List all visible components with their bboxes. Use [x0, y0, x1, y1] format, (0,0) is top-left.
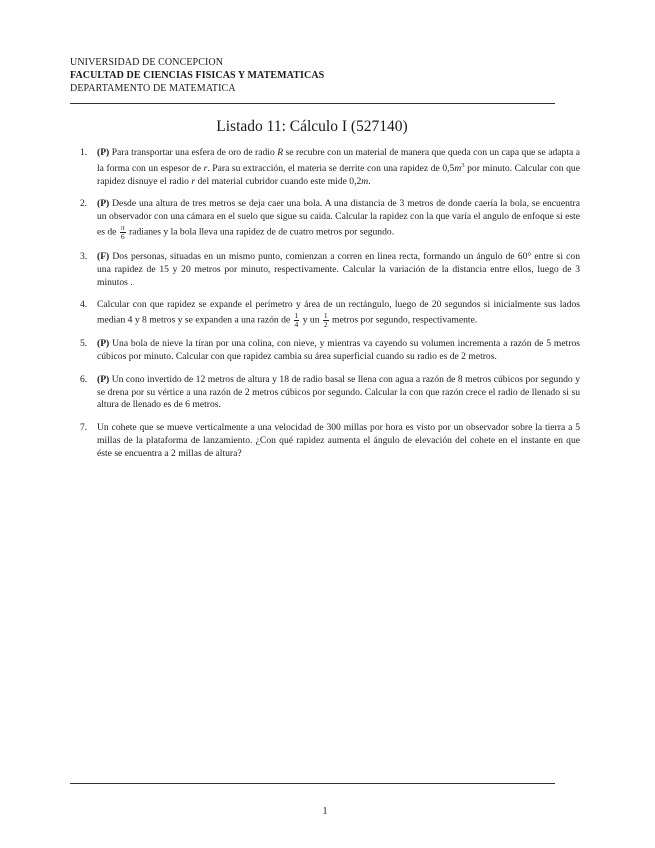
problem-number: 6.	[80, 373, 88, 385]
problem-7: 7. Un cohete que se mueve verticalmente a una velocidad de 300 millas por hora es visto por un observador sobre la tierra a 5 millas de la plataforma de lanzamiento. ¿Con qué rapidez aumenta el ángulo de elevación del cohete en el instante en que éste se encuentra a 2 millas de altura?	[80, 421, 580, 459]
header-divider	[70, 103, 555, 104]
problem-tag: (P)	[97, 198, 110, 210]
problem-tag: (P)	[97, 373, 110, 385]
faculty-name: FACULTAD DE CIENCIAS FISICAS Y MATEMATICAS	[70, 70, 325, 81]
problem-3: 3. (F) Dos personas, situadas en un mismo punto, comienzan a corren en linea recta, formando un ángulo de 60° entre si con una rapidez de 15 y 20 metros por minuto, respectivamente. Calcular la variación de la distancia entre ellos, luego de 3 minutos .	[80, 250, 580, 288]
problem-6: 6. (P) Un cono invertido de 12 metros de altura y 18 de radio basal se llena con agua a razón de 8 metros cúbicos por segundo y se drena por su vértice a una razón de 2 metros cúbicos por segundo. Calcular la con que razón crece el radio de llenado si su altura de llenado es de 6 metros.	[80, 373, 580, 411]
university-name: UNIVERSIDAD DE CONCEPCION	[70, 57, 224, 68]
problem-1: 1. (P) Para transportar una esfera de oro de radio R se recubre con un material de manera que queda con un capa que se adapta a la forma con un espesor de r. Para su extracción, el materia se derrite con una rapidez de $0,5m^3$ por minuto. Calcular con que rapidez disnuye el radio r del material cubridor cuando este mide 0,2m.	[80, 147, 580, 187]
problem-tag: (F)	[97, 250, 110, 262]
page-title: Listado 11: Cálculo I (527140)	[216, 118, 408, 135]
problem-list	[70, 147, 580, 470]
problem-5: 5. (P) Una bola de nieve la tíran por una colina, con nieve, y mientras va cayendo su volumen incrementa a razón de 5 metros cúbicos por minuto. Calcular con que rapidez cambia su área superficial cuando su radio es de 2 metros.	[80, 338, 580, 363]
problem-number: 1.	[80, 147, 88, 158]
problem-number: 5.	[80, 338, 88, 350]
problem-4: 4. Calcular con que rapidez se expande el perímetro y área de un rectángulo, luego de 20 segundos si inicialmente sus lados median 4 y 8 metros y se expanden a una razón de $\frac{1}{4}$ y un $\frac{1}{2}$ metros por segundo, respectivamente.	[80, 298, 580, 329]
fraction-pi-over-6: $\frac{\pi}{6}$	[120, 223, 125, 242]
page-number: 1	[322, 806, 328, 817]
problem-2: 2. (P) Desde una altura de tres metros se deja caer una bola. A una distancia de 3 metros de donde caería la bola, se encuentra un observador con una cámara en el suelo que sigue su caida. Calcular la rapidez con la que varía el angulo de enfoque si este es de $\frac{\pi}{6}$ radianes y la bola lleva una rapidez de de cuatro metros por segundo.	[80, 198, 580, 242]
fraction-one-half: $\frac{1}{2}$	[323, 310, 328, 329]
problem-number: 2.	[80, 198, 88, 210]
problem-number: 4.	[80, 298, 88, 310]
problem-tag: (P)	[97, 338, 110, 350]
department-name: DEPARTAMENTO DE MATEMATICA	[70, 83, 236, 94]
problem-tag: (P)	[97, 147, 110, 158]
institution-header	[70, 56, 554, 95]
footer-divider	[70, 783, 555, 784]
problem-number: 7.	[80, 421, 88, 433]
problem-number: 3.	[80, 250, 88, 262]
fraction-one-quarter: $\frac{1}{4}$	[294, 310, 299, 329]
